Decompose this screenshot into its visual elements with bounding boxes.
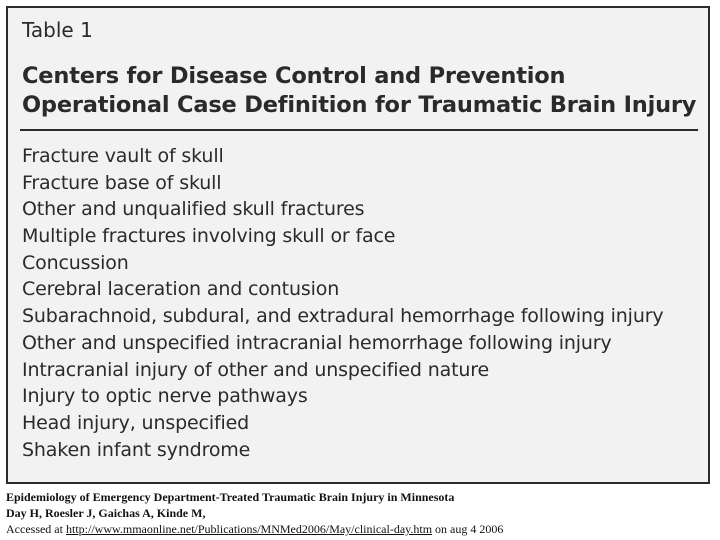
- list-item: Fracture vault of skull: [22, 145, 224, 167]
- citation-authors: Day H, Roesler J, Gaichas A, Kinde M,: [6, 506, 206, 520]
- table-title-line-1: Centers for Disease Control and Prevention: [22, 63, 566, 89]
- title-divider: [20, 129, 698, 131]
- list-item: Concussion: [22, 251, 129, 274]
- list-item: Fracture base of skull: [22, 171, 222, 194]
- table-title-line-2: Operational Case Definition for Traumatic Brain Injury: [22, 92, 697, 118]
- list-item: Other and unqualified skull fractures: [22, 198, 365, 221]
- list-item: Other and unspecified intracranial hemorrhage following injury: [22, 331, 612, 354]
- list-item: Injury to optic nerve pathways: [22, 385, 308, 408]
- list-item: Subarachnoid, subdural, and extradural hemorrhage following injury: [22, 305, 664, 328]
- list-item: Intracranial injury of other and unspecified nature: [22, 358, 490, 381]
- list-item: Cerebral laceration and contusion: [22, 278, 340, 301]
- citation: [6, 489, 503, 537]
- list-item: Head injury, unspecified: [22, 411, 250, 434]
- citation-link[interactable]: http://www.mmaonline.net/Publications/MNMed2006/May/clinical-day.htm: [65, 522, 433, 536]
- citation-accessed-prefix: Accessed at: [6, 522, 66, 536]
- table-label: Table 1: [22, 18, 93, 42]
- list-item: Multiple fractures involving skull or face: [22, 225, 396, 248]
- citation-access-line: [6, 521, 503, 537]
- definition-list: [22, 143, 663, 463]
- table-title: [22, 62, 697, 120]
- citation-accessed-suffix: on aug 4 2006: [432, 522, 504, 536]
- table-figure: [6, 6, 710, 484]
- list-item: Shaken infant syndrome: [22, 438, 251, 461]
- citation-title: Epidemiology of Emergency Department-Treated Traumatic Brain Injury in Minnesota: [6, 490, 455, 504]
